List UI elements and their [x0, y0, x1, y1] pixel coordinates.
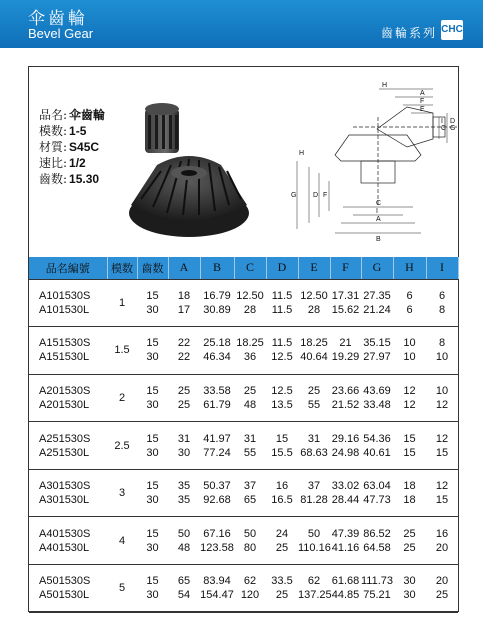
cell-value: 63.04 [363, 480, 391, 493]
dim-label-i-right: I [441, 118, 443, 125]
cell-value: 123.58 [200, 541, 234, 554]
cell-teeth [137, 517, 168, 565]
cell-value: 31 [177, 432, 191, 445]
cell-g [361, 422, 393, 470]
cell-value: 27.35 [363, 289, 391, 302]
cell-value: 21 [339, 337, 352, 350]
cell-value: 15 [146, 480, 159, 493]
cell-value: 67.16 [203, 527, 231, 540]
cell-module: 2.5 [107, 422, 137, 470]
cell-b [200, 422, 234, 470]
cell-value: 17 [177, 303, 191, 316]
table-row [29, 279, 458, 327]
model-number: A301530S [39, 480, 91, 493]
cell-value: 29.16 [331, 432, 360, 445]
cell-value: 25 [275, 541, 289, 554]
pinion-gear [145, 103, 179, 153]
cell-b [200, 565, 234, 613]
cell-value: 41.97 [203, 432, 231, 445]
spec-name: 品名: 伞齒輪 [39, 108, 106, 122]
cell-value: 16.79 [203, 289, 231, 302]
cell-value: 27.97 [363, 351, 391, 364]
cell-value: 47.39 [331, 527, 360, 540]
cell-c [234, 469, 266, 517]
cell-value: 80 [243, 541, 257, 554]
cell-i [426, 422, 458, 470]
cell-model [29, 565, 107, 613]
cell-value: 33.02 [331, 480, 360, 493]
col-header-b: B [200, 257, 234, 279]
col-header-teeth: 齒数 [137, 257, 168, 279]
cell-value: 65 [243, 494, 257, 507]
cell-value: 83.94 [203, 575, 231, 588]
gear-outline [335, 117, 421, 207]
cell-b [200, 327, 234, 375]
cell-value: 47.73 [363, 494, 391, 507]
cell-module: 2 [107, 374, 137, 422]
cell-teeth [137, 327, 168, 375]
cell-value: 33.58 [203, 384, 231, 397]
cell-teeth [137, 279, 168, 327]
cell-model [29, 422, 107, 470]
cell-value: 15 [403, 446, 416, 459]
col-header-d: D [266, 257, 298, 279]
cell-value: 54 [177, 589, 191, 602]
cell-value: 44.85 [331, 589, 360, 602]
cell-value: 110.16 [298, 541, 331, 554]
cell-value: 16 [435, 527, 449, 540]
cell-module: 1 [107, 279, 137, 327]
col-header-f: F [330, 257, 361, 279]
cell-value: 30 [146, 494, 159, 507]
cell-c [234, 327, 266, 375]
cell-e [298, 422, 330, 470]
cell-value: 86.52 [363, 527, 391, 540]
cell-g [361, 565, 393, 613]
cell-value: 21.24 [363, 303, 391, 316]
cell-value: 15 [435, 494, 449, 507]
col-header-g: G [361, 257, 393, 279]
cell-value: 154.47 [200, 589, 234, 602]
cell-h [393, 279, 426, 327]
model-number: A251530S [39, 432, 91, 445]
cell-value: 55 [243, 446, 257, 459]
cell-d [266, 374, 298, 422]
col-header-e: E [298, 257, 330, 279]
cell-value: 18 [403, 480, 416, 493]
cell-module: 1.5 [107, 327, 137, 375]
cell-teeth [137, 374, 168, 422]
cell-i [426, 327, 458, 375]
dim-label-d-right: D [450, 118, 456, 125]
product-figure [29, 67, 458, 257]
cell-value: 20 [435, 575, 449, 588]
cell-f [330, 469, 361, 517]
cell-e [298, 565, 330, 613]
crown-gear [129, 156, 249, 237]
cell-value: 15 [146, 527, 159, 540]
cell-b [200, 517, 234, 565]
cell-value: 12 [403, 384, 416, 397]
cell-value: 22 [177, 351, 191, 364]
cell-value: 50 [243, 527, 257, 540]
cell-value: 25 [177, 398, 191, 411]
cell-f [330, 517, 361, 565]
cell-a [168, 469, 200, 517]
cell-value: 35 [177, 480, 191, 493]
cell-value: 41.16 [331, 541, 360, 554]
cell-value: 12 [435, 480, 449, 493]
cell-value: 25.18 [203, 337, 231, 350]
cell-d [266, 469, 298, 517]
cell-value: 92.68 [203, 494, 231, 507]
col-header-h: H [393, 257, 426, 279]
cell-value: 21.52 [331, 398, 360, 411]
cell-value: 11.5 [271, 337, 293, 350]
cell-f [330, 565, 361, 613]
cell-d [266, 279, 298, 327]
cell-value: 6 [406, 303, 413, 316]
spec-list [39, 107, 105, 187]
cell-value: 12.50 [236, 289, 264, 302]
dim-label-d-left: D [313, 192, 319, 199]
header-title-zh: 伞齒輪 [28, 9, 88, 29]
model-number: A201530S [39, 384, 91, 397]
dimension-drawing [257, 77, 457, 253]
cell-value: 19.29 [331, 351, 360, 364]
col-header-module: 模数 [107, 257, 137, 279]
cell-value: 25 [403, 541, 416, 554]
model-number: A301530L [39, 494, 90, 507]
spec-module: 模数: 1-5 [39, 124, 87, 138]
cell-value: 12.5 [271, 384, 293, 397]
cell-value: 25 [403, 527, 416, 540]
model-number: A501530S [39, 575, 91, 588]
cell-f [330, 279, 361, 327]
cell-model [29, 517, 107, 565]
dim-label-h-top: H [382, 82, 388, 89]
cell-value: 25 [177, 384, 191, 397]
cell-value: 43.69 [363, 384, 391, 397]
table-row [29, 422, 458, 470]
cell-a [168, 422, 200, 470]
model-number: A501530L [39, 589, 90, 602]
cell-value: 12 [403, 398, 416, 411]
cell-value: 25 [307, 384, 321, 397]
model-number: A151530S [39, 337, 91, 350]
cell-i [426, 565, 458, 613]
cell-value: 30 [403, 575, 416, 588]
cell-value: 31 [243, 432, 257, 445]
cell-module: 3 [107, 469, 137, 517]
cell-value: 30 [146, 351, 159, 364]
cell-value: 28.44 [331, 494, 360, 507]
spec-material: 材質: S45C [39, 140, 100, 154]
cell-h [393, 517, 426, 565]
cell-value: 75.21 [363, 589, 391, 602]
spec-ratio: 速比: 1/2 [39, 156, 86, 170]
cell-a [168, 327, 200, 375]
cell-value: 17.31 [331, 289, 360, 302]
cell-value: 65 [177, 575, 191, 588]
cell-value: 18.25 [300, 337, 328, 350]
cell-c [234, 422, 266, 470]
cell-value: 64.58 [363, 541, 391, 554]
table-row [29, 469, 458, 517]
cell-value: 12 [435, 432, 449, 445]
cell-value: 35.15 [363, 337, 391, 350]
col-header-c: C [234, 257, 266, 279]
cell-value: 46.34 [203, 351, 231, 364]
cell-value: 15 [275, 432, 289, 445]
model-number: A101530L [39, 303, 90, 316]
cell-value: 30 [403, 589, 416, 602]
cell-h [393, 469, 426, 517]
cell-value: 10 [435, 384, 449, 397]
dim-label-g-left: G [291, 192, 297, 199]
table-row [29, 565, 458, 613]
cell-h [393, 327, 426, 375]
cell-model [29, 469, 107, 517]
cell-c [234, 374, 266, 422]
cell-value: 8 [438, 303, 446, 316]
cell-d [266, 327, 298, 375]
cell-value: 6 [406, 289, 413, 302]
cell-value: 15 [146, 384, 159, 397]
cell-value: 22 [177, 337, 191, 350]
cell-h [393, 565, 426, 613]
cell-value: 33.5 [271, 575, 293, 588]
cell-value: 15 [435, 446, 449, 459]
cell-b [200, 374, 234, 422]
cell-value: 13.5 [271, 398, 293, 411]
cell-value: 30 [146, 398, 159, 411]
cell-c [234, 279, 266, 327]
cell-teeth [137, 469, 168, 517]
cell-value: 36 [243, 351, 257, 364]
cell-g [361, 517, 393, 565]
cell-value: 15.62 [331, 303, 360, 316]
cell-value: 30 [177, 446, 191, 459]
page-header [0, 0, 483, 48]
cell-value: 68.63 [300, 446, 328, 459]
cell-value: 77.24 [203, 446, 231, 459]
cell-h [393, 374, 426, 422]
cell-e [298, 327, 330, 375]
cell-i [426, 374, 458, 422]
cell-value: 24.98 [331, 446, 360, 459]
table-body [29, 279, 458, 612]
cell-a [168, 374, 200, 422]
cell-value: 48 [177, 541, 191, 554]
model-number: A151530L [39, 351, 90, 364]
dim-label-g-right: G [450, 125, 456, 132]
cell-value: 15 [146, 432, 159, 445]
cell-value: 50.37 [203, 480, 231, 493]
table-row [29, 327, 458, 375]
dim-label-h-left: H [299, 150, 305, 157]
cell-value: 40.64 [300, 351, 328, 364]
cell-value: 62 [243, 575, 257, 588]
cell-a [168, 517, 200, 565]
cell-i [426, 469, 458, 517]
cell-value: 25 [275, 589, 289, 602]
table-row [29, 517, 458, 565]
table-header-row [29, 257, 458, 279]
cell-value: 23.66 [331, 384, 360, 397]
cell-value: 12.5 [271, 351, 293, 364]
cell-value: 50 [177, 527, 191, 540]
cell-value: 15.5 [271, 446, 293, 459]
cell-value: 28 [243, 303, 257, 316]
model-number: A401530L [39, 541, 90, 554]
cell-value: 30.89 [203, 303, 231, 316]
cell-value: 28 [307, 303, 321, 316]
dim-label-a-top: A [420, 90, 425, 97]
col-header-model: 品名編號 [29, 257, 107, 279]
cell-value: 30 [146, 589, 159, 602]
model-number: A201530L [39, 398, 90, 411]
cell-value: 62 [307, 575, 321, 588]
spec-teeth: 齒数: 15.30 [39, 172, 100, 186]
cell-value: 6 [438, 289, 446, 302]
cell-g [361, 327, 393, 375]
dim-label-i-bottom: I [376, 208, 378, 215]
header-series-label: 齒輪系列 [380, 26, 437, 40]
cell-h [393, 422, 426, 470]
cell-value: 120 [240, 589, 260, 602]
dim-label-f-top: F [420, 98, 425, 105]
col-header-i: I [426, 257, 458, 279]
cell-d [266, 565, 298, 613]
cell-value: 15 [146, 575, 159, 588]
cell-a [168, 565, 200, 613]
col-header-a: A [168, 257, 200, 279]
cell-value: 54.36 [363, 432, 391, 445]
cell-d [266, 517, 298, 565]
cell-value: 12 [435, 398, 449, 411]
cell-value: 20 [435, 541, 449, 554]
cell-module: 5 [107, 565, 137, 613]
cell-value: 30 [146, 303, 159, 316]
cell-value: 50 [307, 527, 321, 540]
brand-logo: CHC [441, 20, 463, 40]
cell-value: 16.5 [271, 494, 293, 507]
cell-value: 15 [146, 289, 159, 302]
cell-f [330, 422, 361, 470]
cell-value: 8 [438, 337, 446, 350]
cell-i [426, 279, 458, 327]
dim-label-b-bottom: B [376, 236, 381, 243]
cell-e [298, 279, 330, 327]
cell-c [234, 517, 266, 565]
cell-value: 37 [243, 480, 257, 493]
cell-value: 25 [435, 589, 449, 602]
dim-label-e-top: E [420, 106, 425, 113]
cell-f [330, 374, 361, 422]
table-row [29, 374, 458, 422]
bevel-gear-photo [127, 95, 257, 245]
cell-value: 18.25 [236, 337, 264, 350]
model-number: A251530L [39, 446, 90, 459]
model-number: A101530S [39, 289, 91, 302]
cell-value: 30 [146, 446, 159, 459]
catalog-frame [28, 66, 459, 612]
cell-f [330, 327, 361, 375]
cell-value: 25 [243, 384, 257, 397]
cell-value: 11.5 [271, 303, 293, 316]
cell-model [29, 327, 107, 375]
cell-a [168, 279, 200, 327]
dim-label-f-left: F [323, 192, 328, 199]
model-number: A401530S [39, 527, 91, 540]
cell-teeth [137, 422, 168, 470]
cell-value: 61.79 [203, 398, 231, 411]
cell-e [298, 374, 330, 422]
cell-g [361, 374, 393, 422]
cell-g [361, 279, 393, 327]
cell-g [361, 469, 393, 517]
cell-value: 61.68 [331, 575, 360, 588]
dim-label-c-bottom: C [376, 200, 382, 207]
cell-value: 11.5 [271, 289, 293, 302]
dim-label-a-bottom: A [376, 216, 381, 223]
cell-value: 30 [146, 541, 159, 554]
cell-value: 37 [307, 480, 321, 493]
cell-value: 35 [177, 494, 191, 507]
cell-value: 111.73 [361, 575, 394, 588]
cell-value: 16 [275, 480, 289, 493]
cell-d [266, 422, 298, 470]
cell-model [29, 374, 107, 422]
cell-model [29, 279, 107, 327]
cell-value: 81.28 [300, 494, 328, 507]
cell-value: 24 [275, 527, 289, 540]
dimension-table [29, 257, 459, 613]
cell-teeth [137, 565, 168, 613]
cell-value: 137.25 [298, 589, 332, 602]
cell-value: 10 [435, 351, 449, 364]
cell-i [426, 517, 458, 565]
cell-value: 18 [403, 494, 416, 507]
cell-value: 55 [307, 398, 321, 411]
cell-value: 48 [243, 398, 257, 411]
cell-value: 12.50 [300, 289, 328, 302]
cell-value: 10 [403, 337, 416, 350]
cell-value: 31 [307, 432, 321, 445]
cell-value: 33.48 [363, 398, 391, 411]
cell-value: 15 [403, 432, 416, 445]
cell-value: 18 [177, 289, 191, 302]
cell-value: 10 [403, 351, 416, 364]
cell-c [234, 565, 266, 613]
cell-value: 15 [146, 337, 159, 350]
header-title-en: Bevel Gear [28, 26, 94, 41]
cell-e [298, 517, 330, 565]
cell-b [200, 469, 234, 517]
cell-module: 4 [107, 517, 137, 565]
dim-label-c-right: C [441, 125, 447, 132]
cell-b [200, 279, 234, 327]
cell-value: 40.61 [363, 446, 391, 459]
cell-e [298, 469, 330, 517]
